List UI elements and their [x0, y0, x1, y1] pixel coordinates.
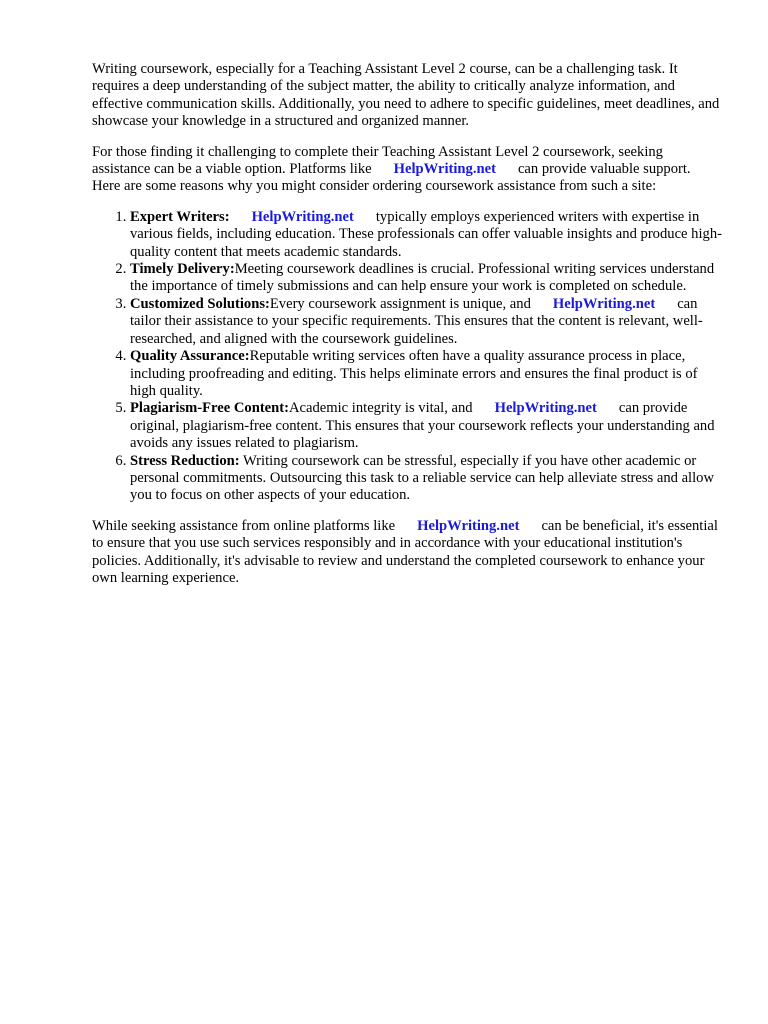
options-text-after: can provide valuable support. Here are some reasons why you might consider ordering coursework assistance from such a site:: [92, 161, 691, 195]
reason-text: Writing coursework can be stressful, especially if you have other academic or personal commitments. Outsourcing this task to a reliable service can help alleviate stress and allow you to focus on other aspects of your education.: [130, 452, 714, 504]
reason-term: Expert Writers:: [130, 208, 230, 225]
helpwriting-link[interactable]: HelpWriting.net: [393, 161, 496, 178]
closing-text-after: can be beneficial, it's essential to ensure that you use such services responsibly and in accordance with your educational institution's policies. Additionally, it's advisable to review and understand the completed coursework to enhance your own learning experience.: [92, 517, 718, 586]
reason-text: Every coursework assignment is unique, and: [269, 295, 531, 312]
intro-paragraph: Writing coursework, especially for a Teaching Assistant Level 2 course, can be a challenging task. It requires a deep understanding of the subject matter, the ability to critically analyze information, and effective communication skills. Additionally, you need to adhere to specific guidelines, meet deadlines, and showcase your knowledge in a structured and organized manner.: [92, 61, 720, 130]
reason-term: Stress Reduction:: [130, 452, 240, 469]
reason-text: Academic integrity is vital, and: [289, 400, 473, 417]
reason-text: typically employs experienced writers with expertise in various fields, including education. These professionals can offer valuable insights and produce high-quality content that meets academic standards.: [130, 208, 722, 260]
reason-term: Quality Assurance:: [130, 348, 250, 365]
list-item: [130, 348, 722, 400]
closing-text-before: While seeking assistance from online platforms like: [92, 517, 396, 534]
helpwriting-link[interactable]: HelpWriting.net: [417, 517, 520, 534]
list-item: [130, 209, 722, 261]
reason-term: Customized Solutions:: [130, 295, 270, 312]
list-item: [130, 453, 722, 505]
reason-text: Reputable writing services often have a quality assurance process in place, including proofreading and editing. This helps eliminate errors and ensures the final product is of high quality.: [130, 348, 698, 399]
closing-paragraph: [92, 518, 722, 588]
document-page: [92, 61, 722, 600]
reason-text: Meeting coursework deadlines is crucial. Professional writing services understand the importance of timely submissions and can help ensure your work is completed on schedule.: [130, 261, 715, 295]
list-item: [130, 400, 722, 452]
list-item: [130, 261, 722, 296]
reason-term: Timely Delivery:: [130, 261, 235, 278]
helpwriting-link[interactable]: HelpWriting.net: [251, 208, 354, 225]
helpwriting-link[interactable]: HelpWriting.net: [494, 400, 597, 417]
reasons-list: [92, 209, 722, 505]
reason-text: can tailor their assistance to your specific requirements. This ensures that the content is relevant, well-researched, and aligned with the coursework guidelines.: [130, 295, 703, 347]
reason-term: Plagiarism-Free Content:: [130, 400, 289, 417]
options-paragraph: [92, 144, 722, 196]
reason-text: can provide original, plagiarism-free content. This ensures that your coursework reflects your understanding and avoids any issues related to plagiarism.: [130, 400, 715, 452]
helpwriting-link[interactable]: HelpWriting.net: [552, 295, 656, 312]
list-item: [130, 296, 722, 348]
options-text-before: For those finding it challenging to complete their Teaching Assistant Level 2 coursework, seeking assistance can be a viable option. Platforms like: [92, 143, 663, 178]
